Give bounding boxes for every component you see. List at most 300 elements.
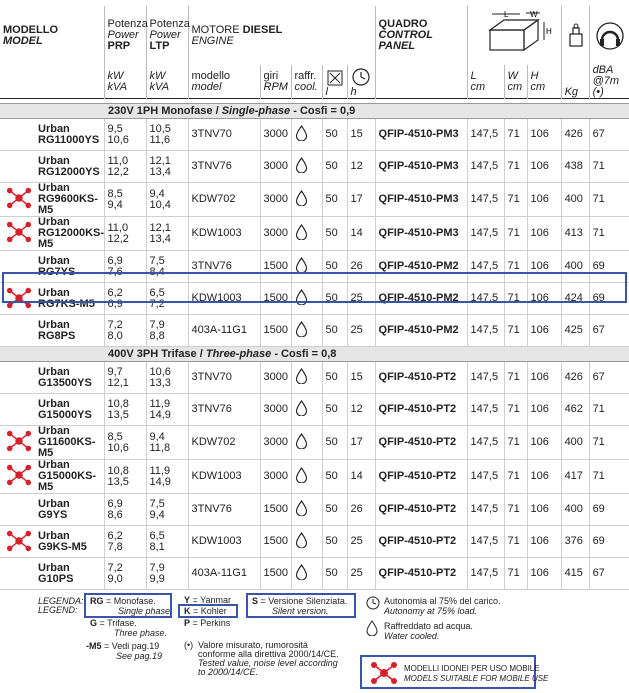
prp-kva: 13,5	[107, 475, 129, 488]
section1-tail: - Cosfi = 0,9	[290, 104, 356, 117]
weight-kg: 417	[561, 460, 589, 494]
weight-header	[561, 6, 589, 65]
sub-hours	[347, 65, 375, 99]
prp-kw: 10,8	[107, 464, 129, 477]
weight-kg: 426	[561, 119, 589, 151]
sub-power2	[146, 65, 188, 99]
water-drop-icon	[295, 368, 308, 384]
ltp-cell	[146, 283, 188, 315]
height-cm: 106	[527, 526, 561, 558]
table-row	[0, 362, 629, 394]
section1-bold: 230V 1PH Monofase /	[108, 104, 222, 117]
section-single-phase-title	[104, 104, 629, 119]
mobile-use-icon	[6, 529, 32, 553]
water-drop-icon	[295, 532, 308, 548]
cooling-cell	[291, 183, 322, 217]
noise-header	[589, 6, 629, 65]
section-three-phase	[0, 347, 629, 362]
prp-kva: 8,0	[107, 329, 123, 342]
ltp-kva: 9,4	[149, 508, 165, 521]
weight-kg: 425	[561, 315, 589, 347]
cooling-cell	[291, 460, 322, 494]
mobile-use-icon	[6, 220, 32, 244]
model-series: Urban	[38, 318, 70, 331]
sub-L	[467, 65, 504, 99]
control-panel: QFIP-4510-PT2	[375, 426, 467, 460]
power2-en: Power	[149, 29, 181, 41]
ltp-cell	[146, 362, 188, 394]
table-row	[0, 251, 629, 283]
noise-dba: 71	[589, 426, 629, 460]
model-code: RG12000YS	[38, 165, 100, 178]
cooling-cell	[291, 315, 322, 347]
prp-cell	[104, 283, 146, 315]
prp-kva: 9,4	[107, 198, 123, 211]
table-row	[0, 315, 629, 347]
model-cell	[0, 119, 104, 151]
fuel-tank-icon	[326, 69, 344, 87]
dimensions-box-icon	[468, 8, 562, 64]
prp-kw: 11,0	[107, 154, 129, 167]
engine-rpm: 1500	[260, 251, 291, 283]
length-cm: 147,5	[467, 151, 504, 183]
width-cm: 71	[504, 283, 527, 315]
prp-kva: 13,5	[107, 408, 129, 421]
autonomy-hours: 15	[347, 362, 375, 394]
ltp-cell	[146, 151, 188, 183]
model-series: Urban	[38, 216, 70, 228]
legend-rg-en: Single phase.	[118, 606, 173, 616]
table-row	[0, 394, 629, 426]
prp-kw: 10,8	[107, 397, 129, 410]
cooling-cell	[291, 394, 322, 426]
prp-cell	[104, 558, 146, 590]
height-cm: 106	[527, 460, 561, 494]
legend-y-text: = Yanmar	[190, 595, 231, 605]
weight-kg: 462	[561, 394, 589, 426]
spec-table	[0, 6, 629, 590]
prp-kw: 6,2	[107, 529, 123, 542]
sub-W-unit: cm	[507, 80, 523, 93]
control-panel: QFIP-4510-PM3	[375, 151, 467, 183]
model-header	[0, 6, 104, 65]
ltp-cell	[146, 426, 188, 460]
tank-liters: 50	[322, 183, 347, 217]
weight-kg: 415	[561, 558, 589, 590]
model-code: RG9600KS-M5	[38, 193, 98, 216]
cooling-cell	[291, 494, 322, 526]
prp-kva: 8,6	[107, 508, 123, 521]
power1-en: Power	[107, 29, 139, 41]
prp-kw: 6,9	[107, 497, 123, 510]
prp-cell	[104, 526, 146, 558]
legend-mobile-en: MODELS SUITABLE FOR MOBILE USE	[404, 674, 549, 683]
tank-liters: 50	[322, 460, 347, 494]
water-drop-icon	[295, 433, 308, 449]
control-panel: QFIP-4510-PT2	[375, 362, 467, 394]
tank-liters: 50	[322, 151, 347, 183]
sub-model-en: model	[191, 80, 222, 93]
model-header-en: MODEL	[3, 34, 43, 47]
legend-g-code: G	[90, 618, 98, 628]
weight-kg: 400	[561, 183, 589, 217]
engine-model: 3TNV76	[188, 151, 260, 183]
engine-rpm: 3000	[260, 426, 291, 460]
tank-liters: 50	[322, 283, 347, 315]
width-cm: 71	[504, 460, 527, 494]
ltp-kva: 11,6	[149, 133, 171, 146]
length-cm: 147,5	[467, 460, 504, 494]
engine-model: 403A-11G1	[188, 558, 260, 590]
model-code: G11600KS-M5	[38, 436, 96, 459]
height-cm: 106	[527, 362, 561, 394]
noise-dba: 67	[589, 362, 629, 394]
control-panel: QFIP-4510-PM2	[375, 315, 467, 347]
ltp-kw: 11,9	[149, 397, 171, 410]
legend	[0, 593, 629, 693]
legend-note-it2: conforme alla direttiva 2000/14/CE.	[198, 649, 339, 659]
prp-kva: 7,8	[107, 540, 123, 553]
autonomy-hours: 25	[347, 558, 375, 590]
tank-liters: 50	[322, 217, 347, 251]
engine-model: 3TNV70	[188, 362, 260, 394]
model-code: G13500YS	[38, 376, 92, 389]
model-code: RG7YS	[38, 265, 76, 278]
legend-water-it: Raffreddato ad acqua.	[384, 621, 473, 631]
table-row	[0, 526, 629, 558]
panel-it: QUADRO	[378, 18, 428, 30]
tank-liters: 50	[322, 394, 347, 426]
section2-italic: Three-phase	[205, 347, 272, 360]
sub-hours-label: h	[350, 86, 357, 98]
ltp-cell	[146, 119, 188, 151]
sub-tank-label: l	[325, 86, 328, 98]
sub-model	[188, 65, 260, 99]
weight-kg: 400	[561, 494, 589, 526]
engine-model: 3TNV76	[188, 394, 260, 426]
ltp-kw: 7,5	[149, 497, 165, 510]
autonomy-hours: 26	[347, 251, 375, 283]
dim-label-w: W	[529, 9, 538, 19]
model-code: G9KS-M5	[38, 540, 87, 553]
power1-header	[104, 6, 146, 65]
section2-tail: - Cosfi = 0,8	[271, 347, 337, 360]
noise-dba: 69	[589, 283, 629, 315]
model-series: Urban	[38, 182, 70, 194]
cooling-cell	[291, 283, 322, 315]
model-cell	[0, 251, 104, 283]
autonomy-hours: 25	[347, 526, 375, 558]
prp-cell	[104, 460, 146, 494]
table-row	[0, 426, 629, 460]
prp-cell	[104, 494, 146, 526]
sub-rpm-it: giri	[263, 69, 279, 82]
autonomy-hours: 17	[347, 426, 375, 460]
length-cm: 147,5	[467, 119, 504, 151]
ltp-kw: 6,5	[149, 529, 165, 542]
model-code: G15000YS	[38, 408, 92, 421]
prp-kw: 11,0	[107, 221, 129, 234]
legend-g	[90, 619, 137, 628]
model-header-it: MODELLO	[3, 23, 58, 36]
engine-rpm: 3000	[260, 460, 291, 494]
length-cm: 147,5	[467, 526, 504, 558]
noise-dba: 71	[589, 217, 629, 251]
prp-kva: 10,6	[107, 133, 129, 146]
sub-kva2: kVA	[149, 80, 170, 93]
legend-autonomy-en: Autonomy at 75% load.	[384, 606, 478, 616]
prp-cell	[104, 315, 146, 347]
autonomy-hours: 26	[347, 494, 375, 526]
engine-model: 3TNV76	[188, 251, 260, 283]
mobile-use-icon	[6, 429, 32, 453]
table-row	[0, 183, 629, 217]
model-cell	[0, 558, 104, 590]
legend-s-it: = Versione Silenziata.	[258, 596, 348, 606]
prp-kva: 12,1	[107, 376, 129, 389]
noise-dba: 71	[589, 394, 629, 426]
sub-dba-note: (•)	[592, 86, 604, 98]
ltp-kva: 13,3	[149, 376, 171, 389]
control-panel: QFIP-4510-PM2	[375, 283, 467, 315]
autonomy-hours: 25	[347, 315, 375, 347]
model-series: Urban	[38, 397, 70, 410]
ltp-kw: 10,6	[149, 365, 171, 378]
prp-kva: 7,6	[107, 265, 123, 278]
ltp-kw: 7,5	[149, 254, 165, 267]
length-cm: 147,5	[467, 251, 504, 283]
legend-note-it1: Valore misurato, rumorosità	[198, 640, 308, 650]
ltp-cell	[146, 217, 188, 251]
water-drop-icon	[295, 321, 308, 337]
sub-cool	[291, 65, 322, 99]
ltp-kva: 7,2	[149, 297, 165, 310]
legend-note-en2: to 2000/14/CE.	[198, 667, 259, 677]
mobile-use-icon	[6, 286, 32, 310]
model-series: Urban	[38, 122, 70, 135]
sub-cool-it: raffr.	[294, 69, 317, 82]
ltp-kw: 10,5	[149, 122, 171, 135]
engine-en: ENGINE	[191, 34, 234, 47]
engine-model: KDW1003	[188, 460, 260, 494]
weight-kg: 413	[561, 217, 589, 251]
cooling-cell	[291, 526, 322, 558]
cooling-cell	[291, 119, 322, 151]
legend-k-code: K	[184, 606, 191, 616]
subheader-empty	[0, 65, 104, 99]
sub-kw2: kW	[149, 69, 166, 82]
width-cm: 71	[504, 394, 527, 426]
ltp-kw: 11,9	[149, 464, 171, 477]
height-cm: 106	[527, 251, 561, 283]
autonomy-hours: 12	[347, 151, 375, 183]
sub-dba	[589, 65, 629, 99]
control-panel: QFIP-4510-PT2	[375, 394, 467, 426]
sub-dba-at: @7m	[592, 75, 620, 87]
ltp-kva: 13,4	[149, 232, 171, 245]
engine-model: KDW1003	[188, 217, 260, 251]
legend-m5-en: See pag.19	[116, 651, 163, 661]
ltp-kw: 9,4	[149, 430, 165, 443]
section-single-phase	[0, 104, 629, 119]
water-drop-icon	[295, 257, 308, 273]
water-drop-icon	[295, 289, 308, 305]
width-cm: 71	[504, 151, 527, 183]
ltp-cell	[146, 394, 188, 426]
engine-type: DIESEL	[242, 23, 283, 36]
autonomy-clock-icon	[366, 596, 380, 610]
model-series: Urban	[38, 561, 70, 574]
legend-p-text: = Perkins	[190, 618, 231, 628]
tank-liters: 50	[322, 558, 347, 590]
model-series: Urban	[38, 286, 70, 299]
dimensions-header	[467, 6, 561, 65]
noise-dba: 69	[589, 251, 629, 283]
tank-liters: 50	[322, 362, 347, 394]
noise-dba: 71	[589, 460, 629, 494]
length-cm: 147,5	[467, 283, 504, 315]
prp-kva: 9,0	[107, 572, 123, 585]
height-cm: 106	[527, 283, 561, 315]
weight-kg: 424	[561, 283, 589, 315]
prp-cell	[104, 119, 146, 151]
ltp-kva: 10,4	[149, 198, 171, 211]
ltp-kw: 7,9	[149, 561, 165, 574]
weight-kg: 376	[561, 526, 589, 558]
sub-H	[527, 65, 561, 99]
engine-model: KDW1003	[188, 526, 260, 558]
cooling-cell	[291, 217, 322, 251]
height-cm: 106	[527, 315, 561, 347]
sub-cool-en: cool.	[294, 80, 318, 93]
ltp-cell	[146, 526, 188, 558]
power2-it: Potenza	[149, 18, 190, 30]
cooling-cell	[291, 426, 322, 460]
height-cm: 106	[527, 494, 561, 526]
model-series: Urban	[38, 365, 70, 378]
ltp-kva: 14,9	[149, 475, 171, 488]
control-panel: QFIP-4510-PM3	[375, 183, 467, 217]
table-row	[0, 151, 629, 183]
sub-panel-empty	[375, 65, 467, 99]
model-code: RG7KS-M5	[38, 297, 95, 310]
sub-kg-label: Kg	[564, 86, 579, 98]
legend-mobile-it: MODELLI IDONEI PER USO MOBILE	[404, 664, 540, 673]
width-cm: 71	[504, 217, 527, 251]
legend-g-it: = Trifase.	[97, 618, 137, 628]
ltp-kva: 8,4	[149, 265, 165, 278]
length-cm: 147,5	[467, 315, 504, 347]
prp-kw: 7,2	[107, 318, 123, 331]
dim-label-h: H	[545, 26, 552, 36]
engine-model: KDW702	[188, 183, 260, 217]
legend-k-text: = Kohler	[190, 606, 227, 616]
control-panel: QFIP-4510-PM3	[375, 217, 467, 251]
section-three-phase-title	[104, 347, 629, 362]
height-cm: 106	[527, 558, 561, 590]
prp-kva: 6,9	[107, 297, 123, 310]
ltp-kva: 13,4	[149, 165, 171, 178]
weight-kg: 426	[561, 362, 589, 394]
control-panel: QFIP-4510-PT2	[375, 494, 467, 526]
length-cm: 147,5	[467, 217, 504, 251]
water-drop-icon	[295, 125, 308, 141]
legend-s-en: Silent version.	[272, 606, 329, 616]
height-cm: 106	[527, 151, 561, 183]
tank-liters: 50	[322, 494, 347, 526]
engine-rpm: 1500	[260, 494, 291, 526]
engine-rpm: 1500	[260, 526, 291, 558]
autonomy-hours: 15	[347, 119, 375, 151]
legend-note-en1: Tested value, noise level according	[198, 658, 338, 668]
prp-kw: 9,7	[107, 365, 123, 378]
engine-rpm: 1500	[260, 558, 291, 590]
weight-icon	[562, 16, 590, 56]
model-code: G9YS	[38, 508, 68, 521]
engine-model: 403A-11G1	[188, 315, 260, 347]
ltp-kva: 8,8	[149, 329, 165, 342]
legend-m5-it: = Vedi pag.19	[101, 641, 160, 651]
prp-cell	[104, 394, 146, 426]
legend-p	[184, 619, 230, 628]
prp-kw: 6,9	[107, 254, 123, 267]
height-cm: 106	[527, 183, 561, 217]
sub-model-it: modello	[191, 69, 231, 82]
autonomy-hours: 17	[347, 183, 375, 217]
width-cm: 71	[504, 494, 527, 526]
mobile-use-icon	[6, 463, 32, 487]
headphones-icon	[590, 16, 629, 56]
length-cm: 147,5	[467, 426, 504, 460]
noise-dba: 71	[589, 151, 629, 183]
prp-cell	[104, 151, 146, 183]
length-cm: 147,5	[467, 394, 504, 426]
ltp-kva: 14,9	[149, 408, 171, 421]
prp-cell	[104, 362, 146, 394]
ltp-kw: 12,1	[149, 154, 171, 167]
height-cm: 106	[527, 217, 561, 251]
model-series: Urban	[38, 497, 70, 510]
sub-power1	[104, 65, 146, 99]
model-code: G10PS	[38, 572, 74, 585]
legend-rg-it: = Monofase.	[103, 596, 156, 606]
legend-rg-code: RG	[90, 596, 104, 606]
legend-s-code: S	[252, 596, 259, 606]
sub-H-unit: cm	[530, 80, 546, 93]
engine-rpm: 3000	[260, 119, 291, 151]
subheader-row	[0, 65, 629, 99]
ltp-kw: 9,4	[149, 187, 165, 200]
sub-kw1: kW	[107, 69, 124, 82]
water-drop-icon	[295, 467, 308, 483]
ltp-cell	[146, 315, 188, 347]
model-series: Urban	[38, 459, 70, 471]
prp-cell	[104, 251, 146, 283]
length-cm: 147,5	[467, 558, 504, 590]
length-cm: 147,5	[467, 183, 504, 217]
sub-kva1: kVA	[107, 80, 128, 93]
tank-liters: 50	[322, 119, 347, 151]
legend-note-mark: (•)	[184, 640, 194, 650]
length-cm: 147,5	[467, 362, 504, 394]
table-row	[0, 283, 629, 315]
height-cm: 106	[527, 426, 561, 460]
model-cell	[0, 217, 104, 251]
tank-liters: 50	[322, 315, 347, 347]
model-cell	[0, 151, 104, 183]
model-series: Urban	[38, 425, 70, 437]
model-cell	[0, 426, 104, 460]
